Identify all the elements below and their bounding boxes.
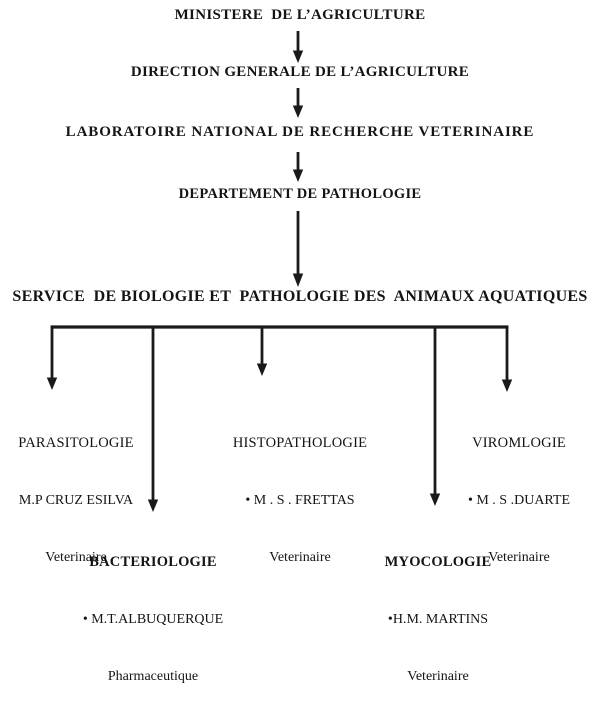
branch-role: Veterinaire	[269, 550, 331, 565]
arrow-ministere-to-direction	[293, 31, 303, 63]
branch-myocologie	[385, 515, 492, 724]
arrow-to-bacteriologie	[148, 500, 158, 513]
arrow-to-viromlogie	[502, 380, 512, 393]
level-direction-generale: DIRECTION GENERALE DE L’AGRICULTURE	[130, 64, 470, 80]
arrow-direction-to-laboratoire	[293, 88, 303, 118]
arrow-to-myocologie	[430, 494, 440, 507]
arrow-to-parasitologie	[47, 378, 57, 391]
branch-person: M.P CRUZ ESILVA	[18, 493, 134, 508]
branch-histopathologie	[233, 396, 367, 605]
branch-person: •H.M. MARTINS	[387, 612, 489, 627]
branch-title: BACTERIOLOGIE	[89, 554, 217, 570]
branch-role: Veterinaire	[407, 669, 469, 684]
branch-title: PARASITOLOGIE	[18, 435, 134, 451]
arrow-laboratoire-to-departement	[293, 152, 303, 182]
branch-bacteriologie	[83, 515, 223, 724]
branch-role: Veterinaire	[45, 550, 107, 565]
arrow-to-histopathologie	[257, 364, 267, 377]
branch-title: MYOCOLOGIE	[384, 554, 492, 570]
branch-role: Pharmaceutique	[107, 669, 199, 684]
branch-title: HISTOPATHOLOGIE	[232, 435, 368, 451]
arrow-departement-to-service	[293, 211, 303, 287]
branch-role: Veterinaire	[488, 550, 550, 565]
level-departement-pathologie: DEPARTEMENT DE PATHOLOGIE	[178, 186, 422, 202]
level-laboratoire-national: LABORATOIRE NATIONAL DE RECHERCHE VETERINAIRE	[65, 124, 535, 140]
branch-person: • M.T.ALBUQUERQUE	[82, 612, 224, 627]
level-service-biologie: SERVICE DE BIOLOGIE ET PATHOLOGIE DES ANIMAUX AQUATIQUES	[12, 288, 588, 305]
branch-person: • M . S . FRETTAS	[245, 493, 355, 508]
level-ministere: MINISTERE DE L’AGRICULTURE	[174, 7, 426, 23]
branch-person: • M . S .DUARTE	[467, 493, 571, 508]
branch-title: VIROMLOGIE	[472, 435, 566, 451]
